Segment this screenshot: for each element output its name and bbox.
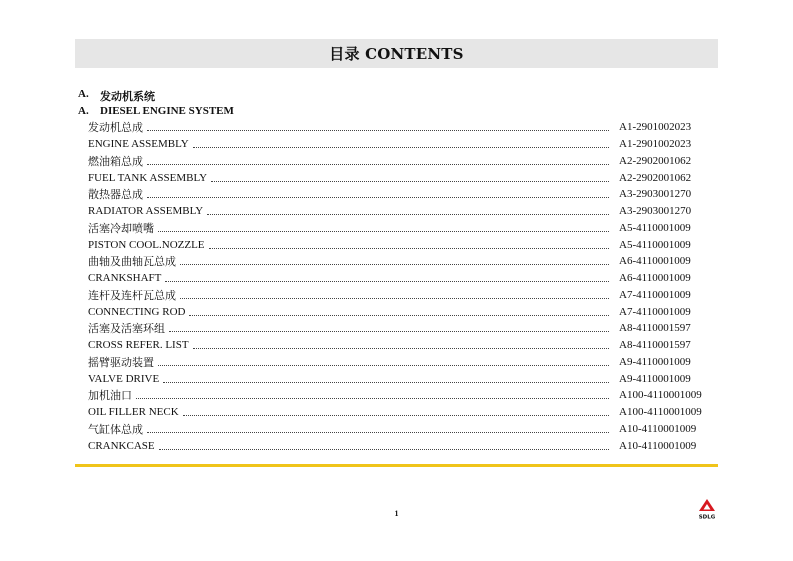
toc-entry-code: A5-4110001009 bbox=[619, 238, 691, 251]
toc-entry-code: A6-4110001009 bbox=[619, 255, 691, 268]
toc-entry[interactable] bbox=[88, 337, 713, 354]
toc-entry[interactable] bbox=[88, 287, 713, 304]
toc-entry-code: A9-4110001009 bbox=[619, 355, 691, 368]
toc-dot-leader bbox=[169, 330, 609, 332]
toc-entry-title: CRANKSHAFT bbox=[88, 272, 162, 285]
toc-dot-leader bbox=[147, 163, 609, 165]
toc-entry-title: 摇臂驱动装置 bbox=[88, 356, 154, 369]
toc-entry[interactable] bbox=[88, 236, 713, 253]
toc-entry[interactable] bbox=[88, 186, 713, 203]
toc-entry-code: A2-2902001062 bbox=[619, 154, 692, 167]
toc-dot-leader bbox=[159, 448, 609, 450]
toc-entry-title: 气缸体总成 bbox=[88, 423, 143, 436]
toc-list bbox=[88, 119, 713, 454]
toc-dot-leader bbox=[147, 431, 609, 433]
toc-entry[interactable] bbox=[88, 203, 713, 220]
toc-entry-title: 连杆及连杆瓦总成 bbox=[88, 289, 176, 302]
toc-entry[interactable] bbox=[88, 220, 713, 237]
toc-entry-title: RADIATOR ASSEMBLY bbox=[88, 205, 204, 218]
toc-dot-leader bbox=[158, 230, 609, 232]
toc-dot-leader bbox=[147, 196, 609, 198]
toc-entry-code: A5-4110001009 bbox=[619, 221, 691, 234]
toc-entry[interactable] bbox=[88, 404, 713, 421]
toc-entry-code: A1-2901002023 bbox=[619, 121, 692, 134]
page-number: 1 bbox=[394, 509, 399, 518]
section-title-en: DIESEL ENGINE SYSTEM bbox=[100, 105, 234, 117]
toc-dot-leader bbox=[211, 180, 609, 182]
toc-dot-leader bbox=[183, 414, 609, 416]
toc-entry[interactable] bbox=[88, 169, 713, 186]
toc-entry[interactable] bbox=[88, 119, 713, 136]
section-heading-en bbox=[78, 105, 234, 117]
toc-entry[interactable] bbox=[88, 303, 713, 320]
toc-entry[interactable] bbox=[88, 270, 713, 287]
toc-entry-title: 发动机总成 bbox=[88, 122, 143, 135]
toc-entry-code: A8-4110001597 bbox=[619, 339, 691, 352]
section-letter: A. bbox=[78, 88, 89, 100]
toc-entry-code: A100-4110001009 bbox=[619, 389, 702, 402]
toc-dot-leader bbox=[136, 397, 609, 399]
toc-entry[interactable] bbox=[88, 421, 713, 438]
section-letter: A. bbox=[78, 105, 89, 117]
toc-dot-leader bbox=[209, 247, 609, 249]
toc-entry[interactable] bbox=[88, 253, 713, 270]
toc-entry-title: 活塞冷却喷嘴 bbox=[88, 222, 154, 235]
toc-entry-title: 加机油口 bbox=[88, 390, 132, 403]
toc-entry-title: PISTON COOL.NOZZLE bbox=[88, 238, 205, 251]
toc-entry-title: CROSS REFER. LIST bbox=[88, 339, 189, 352]
page-title: 目录 CONTENTS bbox=[329, 45, 464, 63]
toc-entry-code: A3-2903001270 bbox=[619, 205, 692, 218]
sdlg-logo bbox=[693, 498, 721, 520]
toc-entry-title: FUEL TANK ASSEMBLY bbox=[88, 171, 208, 184]
toc-entry-code: A7-4110001009 bbox=[619, 305, 691, 318]
toc-dot-leader bbox=[147, 129, 609, 131]
toc-entry-code: A100-4110001009 bbox=[619, 406, 702, 419]
toc-entry-title: 曲轴及曲轴瓦总成 bbox=[88, 256, 176, 269]
toc-entry-code: A3-2903001270 bbox=[619, 188, 692, 201]
section-heading-cn bbox=[78, 88, 155, 104]
toc-dot-leader bbox=[163, 381, 609, 383]
toc-entry[interactable] bbox=[88, 136, 713, 153]
toc-entry-title: 燃油箱总成 bbox=[88, 155, 143, 168]
toc-entry-code: A9-4110001009 bbox=[619, 372, 691, 385]
logo-text: SDLG bbox=[698, 514, 716, 520]
toc-entry-title: VALVE DRIVE bbox=[88, 372, 160, 385]
toc-dot-leader bbox=[180, 263, 609, 265]
toc-dot-leader bbox=[158, 364, 609, 366]
toc-dot-leader bbox=[193, 146, 609, 148]
contents-header bbox=[75, 39, 718, 68]
toc-entry[interactable] bbox=[88, 387, 713, 404]
footer-divider bbox=[75, 464, 718, 467]
toc-entry[interactable] bbox=[88, 320, 713, 337]
toc-dot-leader bbox=[180, 297, 609, 299]
toc-dot-leader bbox=[207, 213, 609, 215]
toc-entry-title: CRANKCASE bbox=[88, 439, 155, 452]
toc-dot-leader bbox=[189, 314, 609, 316]
sdlg-triangle-logo-icon bbox=[693, 498, 721, 520]
toc-entry-code: A7-4110001009 bbox=[619, 288, 691, 301]
toc-entry[interactable] bbox=[88, 370, 713, 387]
toc-entry-code: A10-4110001009 bbox=[619, 422, 697, 435]
section-title-cn: 发动机系统 bbox=[100, 91, 155, 103]
toc-entry[interactable] bbox=[88, 354, 713, 371]
toc-entry-title: CONNECTING ROD bbox=[88, 305, 186, 318]
toc-entry-code: A6-4110001009 bbox=[619, 272, 691, 285]
toc-dot-leader bbox=[165, 280, 609, 282]
toc-dot-leader bbox=[193, 347, 609, 349]
toc-entry[interactable] bbox=[88, 153, 713, 170]
toc-entry-code: A8-4110001597 bbox=[619, 322, 691, 335]
toc-entry-code: A10-4110001009 bbox=[619, 439, 697, 452]
toc-entry-title: 散热器总成 bbox=[88, 189, 143, 202]
toc-entry[interactable] bbox=[88, 437, 713, 454]
toc-entry-code: A1-2901002023 bbox=[619, 138, 692, 151]
toc-entry-title: 活塞及活塞环组 bbox=[88, 323, 165, 336]
toc-entry-title: ENGINE ASSEMBLY bbox=[88, 138, 189, 151]
toc-entry-title: OIL FILLER NECK bbox=[88, 406, 179, 419]
toc-entry-code: A2-2902001062 bbox=[619, 171, 692, 184]
